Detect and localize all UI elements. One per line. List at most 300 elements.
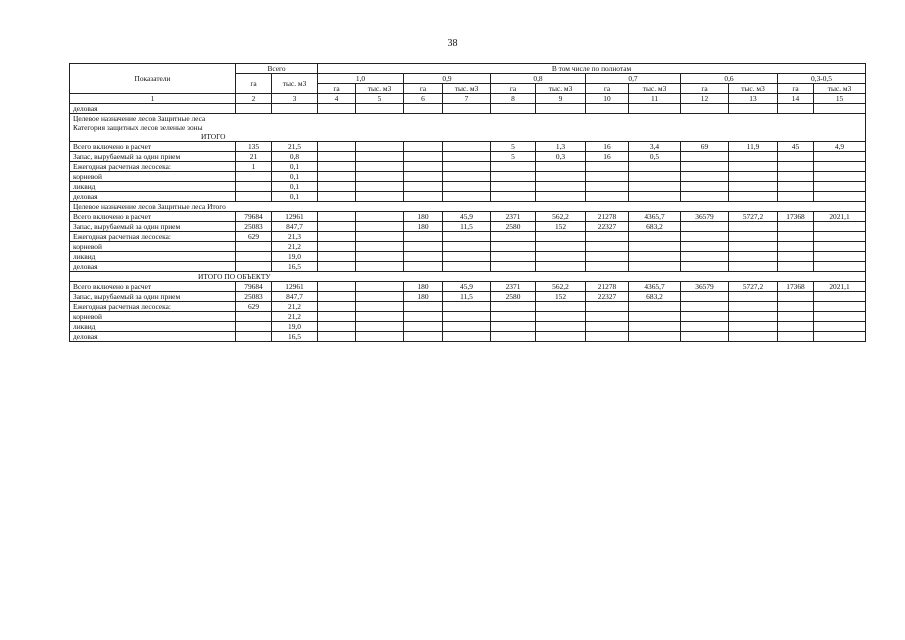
table-cell: 21,2 [272,312,318,322]
row-label: ликвид [70,252,236,262]
table-cell [356,262,404,272]
table-cell: 152 [536,222,586,232]
table-cell: 11,9 [729,142,778,152]
table-cell: 2580 [491,292,536,302]
table-cell [236,332,272,342]
table-cell [443,232,491,242]
table-cell [629,302,681,312]
column-number: 4 [318,94,356,104]
table-cell [491,252,536,262]
section-heading: Категория защитных лесов зеленые зоны [70,123,866,132]
table-cell: 16,5 [272,262,318,272]
table-cell [236,182,272,192]
table-cell: 180 [404,282,443,292]
table-cell: 629 [236,302,272,312]
table-cell [443,252,491,262]
table-cell: 16 [586,152,629,162]
table-cell: 21,2 [272,302,318,312]
table-cell [681,332,729,342]
table-row [70,322,866,332]
header-total-m3: тыс. м3 [272,74,318,94]
table-cell [729,182,778,192]
table-cell [236,242,272,252]
section-heading: ИТОГО ПО ОБЪЕКТУ [70,272,866,282]
table-cell: 5 [491,142,536,152]
table-cell [586,252,629,262]
table-cell [629,232,681,242]
table-cell [629,332,681,342]
table-cell [318,302,356,312]
header-density: 0,9 [404,74,491,84]
table-cell [536,322,586,332]
table-cell [814,152,866,162]
table-cell [729,252,778,262]
table-cell [443,162,491,172]
header-unit-ha: га [681,84,729,94]
section-row [70,202,866,212]
table-cell [729,152,778,162]
table-cell [729,312,778,322]
table-cell [404,162,443,172]
table-cell [356,142,404,152]
table-cell [536,182,586,192]
row-label: корневой [70,242,236,252]
table-cell [778,312,814,322]
table-cell [729,104,778,114]
table-cell: 21278 [586,212,629,222]
table-cell [356,312,404,322]
table-cell: 562,2 [536,212,586,222]
column-number: 5 [356,94,404,104]
table-cell: 847,7 [272,292,318,302]
table-cell: 2371 [491,212,536,222]
table-cell [729,262,778,272]
table-cell: 847,7 [272,222,318,232]
table-cell: 16,5 [272,332,318,342]
table-row [70,332,866,342]
table-cell [778,292,814,302]
table-cell: 683,2 [629,292,681,302]
table-cell [404,232,443,242]
table-cell [356,242,404,252]
table-cell [491,104,536,114]
table-cell [681,262,729,272]
table-cell [629,262,681,272]
table-cell: 45 [778,142,814,152]
table-cell: 25083 [236,292,272,302]
table-cell [318,262,356,272]
table-cell [404,192,443,202]
table-cell: 79684 [236,282,272,292]
table-cell [814,242,866,252]
table-cell [356,172,404,182]
table-cell [729,242,778,252]
table-cell: 36579 [681,282,729,292]
table-cell [778,172,814,182]
column-number: 15 [814,94,866,104]
column-number: 13 [729,94,778,104]
column-number: 11 [629,94,681,104]
table-cell [404,142,443,152]
table-cell [681,232,729,242]
table-cell [586,172,629,182]
table-cell [318,232,356,242]
table-cell [681,302,729,312]
table-cell [586,322,629,332]
table-cell [443,104,491,114]
table-cell [443,182,491,192]
table-cell [778,104,814,114]
table-cell [236,322,272,332]
table-cell [536,332,586,342]
table-cell [318,172,356,182]
table-cell: 0,1 [272,192,318,202]
table-cell: 2021,1 [814,212,866,222]
table-cell [681,152,729,162]
table-cell: 21 [236,152,272,162]
table-cell [491,322,536,332]
table-cell [536,262,586,272]
table-cell [778,182,814,192]
table-cell [318,252,356,262]
row-label: ликвид [70,322,236,332]
table-cell [586,242,629,252]
table-cell: 22327 [586,292,629,302]
table-cell [404,332,443,342]
table-cell [814,332,866,342]
table-cell [443,262,491,272]
row-label: деловая [70,104,236,114]
table-cell [814,172,866,182]
table-cell [491,312,536,322]
table-cell [778,222,814,232]
table-cell: 0,1 [272,162,318,172]
table-cell [318,182,356,192]
table-cell: 0,1 [272,172,318,182]
table-cell [681,322,729,332]
table-cell: 0,1 [272,182,318,192]
table-cell [236,262,272,272]
table-cell [536,302,586,312]
table-cell [491,162,536,172]
table-cell [318,222,356,232]
row-label: Ежегодная расчетная лесосека: [70,162,236,172]
section-heading: ИТОГО [70,132,866,142]
table-cell [778,192,814,202]
table-cell [681,192,729,202]
table-cell [443,152,491,162]
table-cell: 25083 [236,222,272,232]
table-cell: 0,5 [629,152,681,162]
table-cell [729,292,778,302]
header-unit-m3: тыс. м3 [729,84,778,94]
table-cell [236,104,272,114]
header-unit-ha: га [778,84,814,94]
row-label: Всего включено в расчет [70,142,236,152]
table-cell [356,192,404,202]
table-cell [536,104,586,114]
table-cell [586,262,629,272]
table-cell [318,322,356,332]
table-cell [356,212,404,222]
header-indicators: Показатели [70,64,236,94]
header-density: 0,7 [586,74,681,84]
table-cell [814,252,866,262]
table-cell [629,312,681,322]
header-density: 1,0 [318,74,404,84]
column-number: 1 [70,94,236,104]
table-cell [586,104,629,114]
table-cell: 562,2 [536,282,586,292]
table-cell [536,312,586,322]
table-cell [236,312,272,322]
table-cell [729,192,778,202]
table-cell: 2580 [491,222,536,232]
table-cell [356,282,404,292]
table-cell [778,322,814,332]
row-label: ликвид [70,182,236,192]
table-cell [491,232,536,242]
table-cell [272,104,318,114]
table-row [70,312,866,322]
table-cell [443,322,491,332]
table-row [70,242,866,252]
header-unit-ha: га [318,84,356,94]
table-cell [404,252,443,262]
table-cell [536,172,586,182]
table-cell: 4,9 [814,142,866,152]
row-label: Ежегодная расчетная лесосека: [70,302,236,312]
table-cell: 11,5 [443,292,491,302]
row-label: Запас, вырубаемый за один прием [70,152,236,162]
table-cell [404,172,443,182]
table-cell [318,104,356,114]
header-unit-m3: тыс. м3 [443,84,491,94]
table-cell: 1,3 [536,142,586,152]
header-unit-ha: га [491,84,536,94]
table-cell: 19,0 [272,322,318,332]
header-total-ha: га [236,74,272,94]
row-label: корневой [70,172,236,182]
table-row [70,222,866,232]
table-cell [729,172,778,182]
header-unit-ha: га [586,84,629,94]
table-row [70,104,866,114]
row-label: деловая [70,332,236,342]
header-unit-m3: тыс. м3 [629,84,681,94]
table-cell [586,162,629,172]
table-cell [491,172,536,182]
column-number: 9 [536,94,586,104]
table-cell [356,182,404,192]
table-cell [404,104,443,114]
table-cell [586,332,629,342]
table-row [70,262,866,272]
table-cell [318,152,356,162]
table-row [70,292,866,302]
row-label: корневой [70,312,236,322]
table-cell [404,322,443,332]
table-cell [356,292,404,302]
table-cell [443,192,491,202]
column-number: 10 [586,94,629,104]
table-cell [629,322,681,332]
header-total: Всего [236,64,318,74]
table-cell [778,252,814,262]
table-cell [491,242,536,252]
table-cell [778,162,814,172]
table-cell [356,152,404,162]
table-cell [536,232,586,242]
table-cell [586,232,629,242]
table-cell [814,222,866,232]
table-cell [356,222,404,232]
header-density: 0,3-0,5 [778,74,866,84]
row-label: Ежегодная расчетная лесосека: [70,232,236,242]
table-cell: 4365,7 [629,282,681,292]
table-cell: 0,3 [536,152,586,162]
table-cell: 4365,7 [629,212,681,222]
table-row [70,162,866,172]
table-cell: 683,2 [629,222,681,232]
table-cell [356,232,404,242]
table-cell: 21,5 [272,142,318,152]
column-number: 14 [778,94,814,104]
table-cell [681,104,729,114]
table-cell [404,312,443,322]
column-number: 2 [236,94,272,104]
table-cell [356,252,404,262]
table-cell: 22327 [586,222,629,232]
column-number: 3 [272,94,318,104]
table-cell [814,162,866,172]
table-cell [586,192,629,202]
table-cell [586,182,629,192]
table-cell [778,232,814,242]
table-cell: 45,9 [443,212,491,222]
row-label: Запас, вырубаемый за один прием [70,292,236,302]
table-cell [778,242,814,252]
table-cell [681,292,729,302]
table-cell: 12961 [272,212,318,222]
table-cell [681,222,729,232]
table-cell [629,242,681,252]
section-heading: Целевое назначение лесов Защитные леса [70,114,866,124]
table-cell [778,332,814,342]
table-cell [318,162,356,172]
page-number: 38 [447,38,458,49]
table-cell [443,142,491,152]
table-cell [814,104,866,114]
table-cell: 17368 [778,282,814,292]
table-cell: 0,8 [272,152,318,162]
table-cell [443,172,491,182]
table-cell: 5727,2 [729,282,778,292]
table-cell: 180 [404,212,443,222]
table-row [70,182,866,192]
table-cell [404,242,443,252]
table-cell [236,252,272,262]
table-cell [356,162,404,172]
table-row [70,282,866,292]
section-row [70,272,866,282]
table-cell [491,262,536,272]
row-label: Запас, вырубаемый за один прием [70,222,236,232]
table-cell [491,332,536,342]
table-cell [681,182,729,192]
table-cell [681,312,729,322]
header-unit-ha: га [404,84,443,94]
column-number: 7 [443,94,491,104]
table-cell [318,242,356,252]
forest-calc-table [69,63,866,342]
table-cell [536,192,586,202]
table-cell: 17368 [778,212,814,222]
table-cell [491,182,536,192]
table-cell [356,302,404,312]
table-cell [629,182,681,192]
table-cell [318,312,356,322]
table-cell: 5 [491,152,536,162]
table-cell [491,302,536,312]
table-row [70,252,866,262]
table-row [70,152,866,162]
table-cell [729,222,778,232]
table-row [70,232,866,242]
table-cell [681,162,729,172]
table-cell [629,162,681,172]
table-cell: 180 [404,292,443,302]
table-cell [536,252,586,262]
table-cell [443,312,491,322]
section-heading: Целевое назначение лесов Защитные леса Итого [70,202,866,212]
table-cell [404,262,443,272]
table-cell [729,322,778,332]
header-by-density: В том числе по полнотам [318,64,866,74]
table-cell: 69 [681,142,729,152]
row-label: Всего включено в расчет [70,282,236,292]
table-cell [681,252,729,262]
column-number: 6 [404,94,443,104]
table-cell [814,292,866,302]
table-row [70,212,866,222]
column-number: 8 [491,94,536,104]
table-cell [814,192,866,202]
table-cell [681,172,729,182]
table-cell [814,312,866,322]
table-cell [729,332,778,342]
table-cell [443,242,491,252]
table-cell: 5727,2 [729,212,778,222]
table-cell: 180 [404,222,443,232]
header-density: 0,8 [491,74,586,84]
table-cell: 16 [586,142,629,152]
table-cell [729,232,778,242]
table-cell: 36579 [681,212,729,222]
table-cell [356,322,404,332]
table-cell [536,242,586,252]
table-cell: 79684 [236,212,272,222]
table-cell: 629 [236,232,272,242]
table-cell [814,322,866,332]
table-cell: 12961 [272,282,318,292]
table-cell [318,292,356,302]
table-cell [443,302,491,312]
table-cell [729,302,778,312]
table-cell: 21,3 [272,232,318,242]
table-cell [629,172,681,182]
table-cell [778,302,814,312]
